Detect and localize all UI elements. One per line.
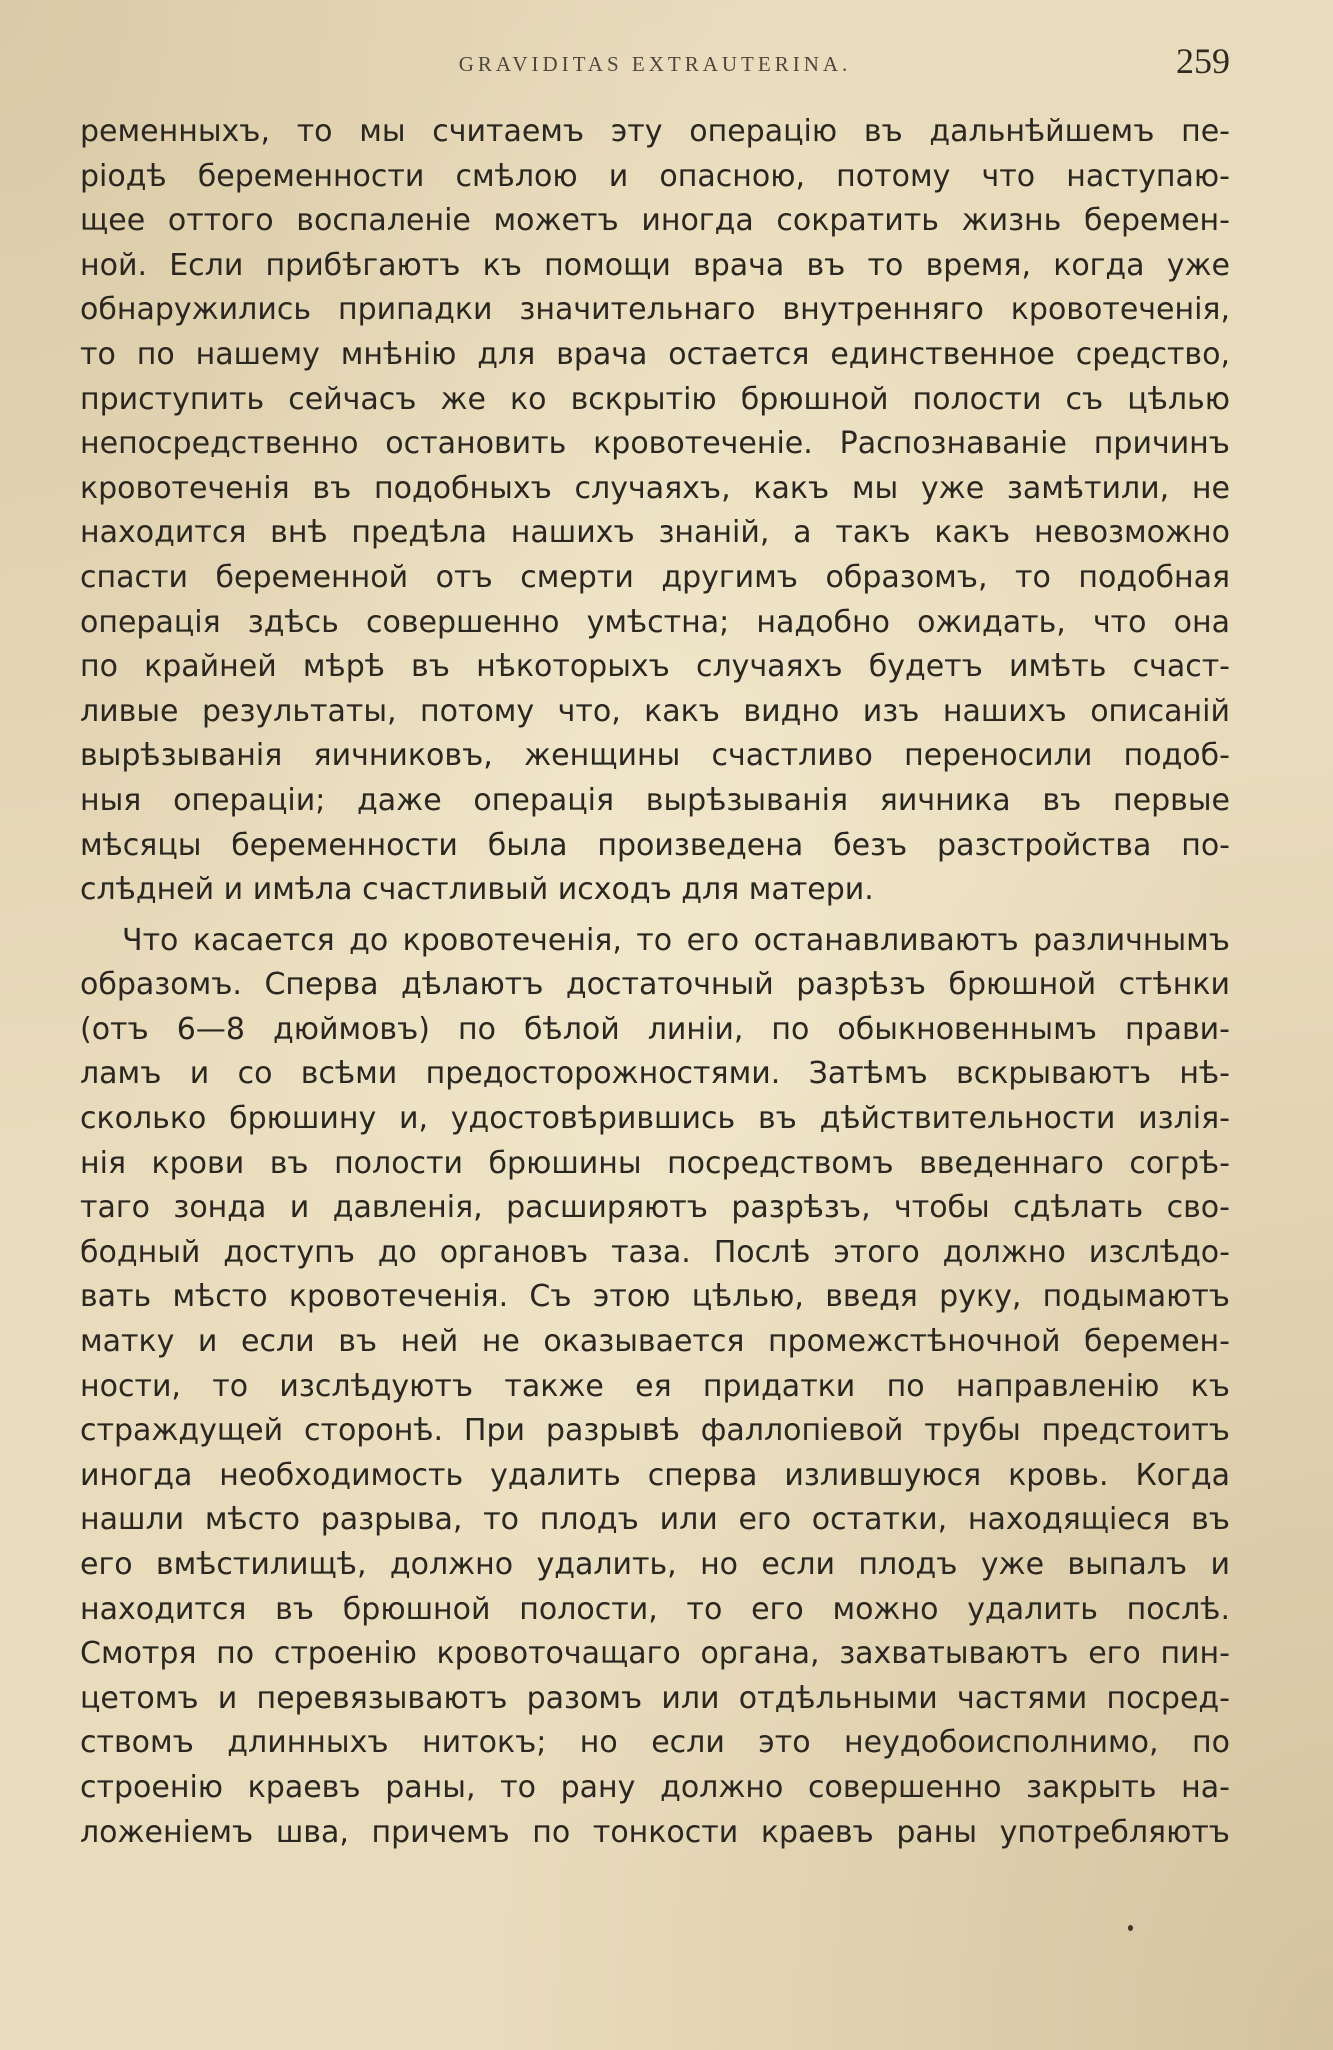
text-line: спасти беременной отъ смерти другимъ образомъ, то подобная [80,559,1230,595]
running-head [80,40,1230,110]
text-line: таго зонда и давленія, расширяютъ разрѣзъ, чтобы сдѣлать сво- [80,1190,1230,1226]
text-line: обнаружились припадки значительнаго внутренняго кровотеченія, [80,292,1230,328]
text-line: приступить сейчасъ же ко вскрытію брюшной полости съ цѣлью [80,381,1230,417]
text-line: ности, то изслѣдуютъ также ея придатки по направленію къ [80,1368,1230,1404]
ink-speck [1128,1925,1133,1931]
text-line: ложеніемъ шва, причемъ по тонкости краевъ раны употребляютъ [80,1814,1230,1850]
body-text [80,110,1230,1855]
text-line: операція здѣсь совершенно умѣстна; надобно ожидать, что она [80,604,1230,640]
text-line: Что касается до кровотеченія, то его останавливаютъ различнымъ [122,922,1230,958]
running-title: GRAVIDITAS EXTRAUTERINA. [458,52,852,76]
text-line: ной. Если прибѣгаютъ къ помощи врача въ то время, когда уже [80,247,1230,283]
text-line: образомъ. Сперва дѣлаютъ достаточный разрѣзъ брюшной стѣнки [80,967,1230,1003]
text-line: вырѣзыванія яичниковъ, женщины счастливо переносили подоб- [80,738,1230,774]
text-line: ствомъ длинныхъ нитокъ; но если это неудобоисполнимо, по [80,1725,1230,1761]
text-line: щее оттого воспаленіе можетъ иногда сократить жизнь беремен- [80,203,1230,239]
text-line: по крайней мѣрѣ въ нѣкоторыхъ случаяхъ будетъ имѣть счаст- [80,649,1230,685]
text-line: его вмѣстилищѣ, должно удалить, но если плодъ уже выпалъ и [80,1547,1230,1582]
text-line: ременныхъ, то мы считаемъ эту операцію въ дальнѣйшемъ пе- [80,114,1230,149]
text-line: ламъ и со всѣми предосторожностями. Затѣмъ вскрываютъ нѣ- [80,1056,1230,1092]
text-line: страждущей сторонѣ. При разрывѣ фаллопіевой трубы предстоитъ [80,1413,1230,1449]
text-line: иногда необходимость удалить сперва излившуюся кровь. Когда [80,1457,1230,1493]
text-line: строенію краевъ раны, то рану должно совершенно закрыть на- [80,1769,1230,1805]
text-line: вать мѣсто кровотеченія. Съ этою цѣлью, введя руку, подымаютъ [80,1279,1230,1315]
text-line: нашли мѣсто разрыва, то плодъ или его остатки, находящіеся въ [80,1502,1230,1538]
page-number: 259 [1176,41,1230,81]
text-line: непосредственно остановить кровотеченіе. Распознаваніе причинъ [80,426,1230,462]
text-line: цетомъ и перевязываютъ разомъ или отдѣльными частями посред- [80,1680,1230,1716]
paragraph [80,110,1230,913]
text-line: то по нашему мнѣнію для врача остается единственное средство, [80,336,1230,372]
text-line: ливые результаты, потому что, какъ видно изъ нашихъ описаній [80,693,1230,729]
text-line: мѣсяцы беременности была произведена безъ разстройства по- [80,827,1230,863]
text-line: находится въ брюшной полости, то его можно удалить послѣ. [80,1591,1230,1627]
text-line: слѣдней и имѣла счастливый исходъ для матери. [80,872,874,908]
text-line: кровотеченія въ подобныхъ случаяхъ, какъ мы уже замѣтили, не [80,470,1230,506]
text-line: Смотря по строенію кровоточащаго органа, захватываютъ его пин- [80,1636,1230,1672]
book-page [80,40,1230,2030]
text-line: нія крови въ полости брюшины посредствомъ введеннаго согрѣ- [80,1145,1230,1181]
text-line: бодный доступъ до органовъ таза. Послѣ этого должно изслѣдо- [80,1234,1230,1270]
text-line: ріодѣ беременности смѣлою и опасною, потому что наступаю- [80,158,1230,194]
text-line: (отъ 6—8 дюймовъ) по бѣлой линіи, по обыкновеннымъ прави- [80,1011,1230,1047]
text-line: матку и если въ ней не оказывается промежстѣночной беремен- [80,1324,1230,1360]
text-line: находится внѣ предѣла нашихъ знаній, а такъ какъ невозможно [80,515,1230,551]
paragraph [80,919,1230,1855]
text-line: сколько брюшину и, удостовѣрившись въ дѣйствительности излія- [80,1101,1230,1137]
text-line: ныя операціи; даже операція вырѣзыванія яичника въ первые [80,782,1230,818]
